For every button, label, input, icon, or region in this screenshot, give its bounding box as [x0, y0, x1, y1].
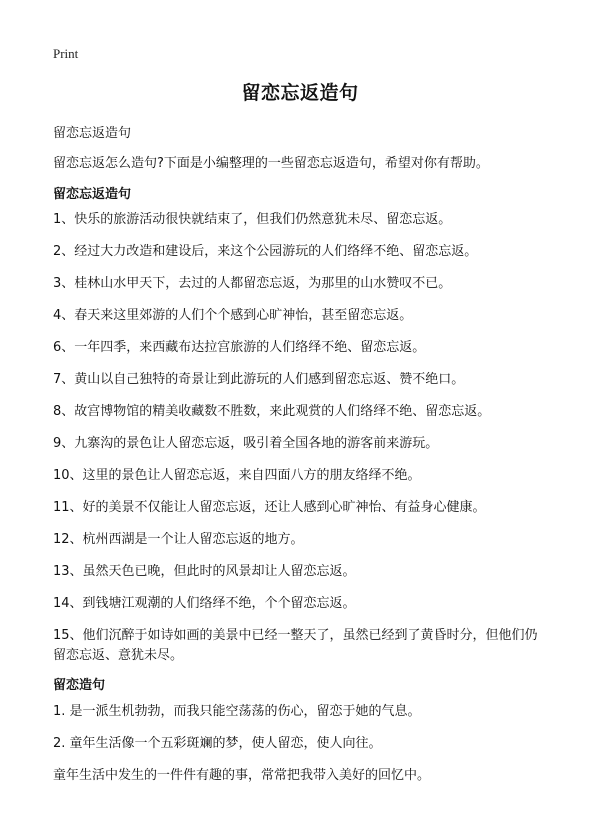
- sentence-item: 14、到钱塘江观潮的人们络绎不绝，个个留恋忘返。: [53, 596, 356, 611]
- sentence-item: 8、故宫博物馆的精美收藏数不胜数，来此观赏的人们络绎不绝、留恋忘返。: [53, 404, 491, 419]
- sentence-item: 15、他们沉醉于如诗如画的美景中已经一整天了，虽然已经到了黄昏时分，但他们仍留恋忘返、意犹未尽。: [53, 628, 538, 663]
- sentence-item: 1. 是一派生机勃勃，而我只能空荡荡的伤心，留恋于她的气息。: [53, 704, 421, 719]
- page-title: 留恋忘返造句: [241, 82, 359, 104]
- intro-paragraph: 留恋忘返怎么造句?下面是小编整理的一些留恋忘返造句，希望对你有帮助。: [53, 156, 489, 171]
- sentence-item: 13、虽然天色已晚，但此时的风景却让人留恋忘返。: [53, 564, 356, 579]
- subtitle: 留恋忘返造句: [53, 126, 132, 141]
- sentence-item: 6、一年四季，来西藏布达拉宫旅游的人们络绎不绝、留恋忘返。: [53, 340, 426, 355]
- section-heading: 留恋造句: [53, 678, 106, 693]
- sentence-item: 10、这里的景色让人留恋忘返，来自四面八方的朋友络绎不绝。: [53, 468, 421, 483]
- sentence-item: 1、快乐的旅游活动很快就结束了，但我们仍然意犹未尽、留恋忘返。: [53, 212, 452, 227]
- section-heading: 留恋忘返造句: [53, 187, 132, 202]
- sentence-item: 3、桂林山水甲天下，去过的人都留恋忘返，为那里的山水赞叹不已。: [53, 276, 452, 291]
- sentence-item: 7、黄山以自己独特的奇景让到此游玩的人们感到留恋忘返、赞不绝口。: [53, 372, 465, 387]
- sentence-item: 2、经过大力改造和建设后，来这个公园游玩的人们络绎不绝、留恋忘返。: [53, 244, 478, 259]
- sentence-item: 9、九寨沟的景色让人留恋忘返，吸引着全国各地的游客前来游玩。: [53, 436, 439, 451]
- sentence-item: 童年生活中发生的一件件有趣的事，常常把我带入美好的回忆中。: [53, 768, 431, 783]
- sentence-item: 12、杭州西湖是一个让人留恋忘返的地方。: [53, 532, 304, 547]
- print-link[interactable]: Print: [53, 46, 79, 61]
- sentence-item: 11、好的美景不仅能让人留恋忘返，还让人感到心旷神怡、有益身心健康。: [53, 500, 486, 515]
- sentence-item: 2. 童年生活像一个五彩斑斓的梦，使人留恋，使人向往。: [53, 736, 382, 751]
- sentence-item: 4、春天来这里郊游的人们个个感到心旷神怡，甚至留恋忘返。: [53, 308, 413, 323]
